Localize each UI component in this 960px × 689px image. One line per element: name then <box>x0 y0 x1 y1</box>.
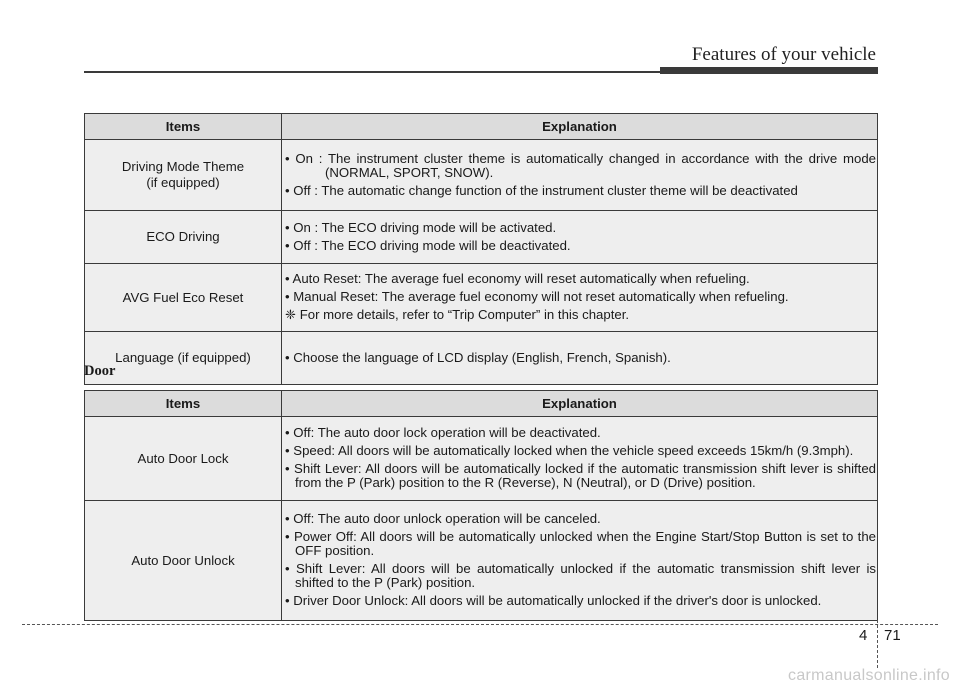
bullet-text: • Off: The auto door lock operation will be deactivated. <box>285 425 601 440</box>
bullet-text: • Choose the language of LCD display (English, French, Spanish). <box>285 349 671 365</box>
column-header-items: Items <box>85 391 282 417</box>
table-row <box>85 211 878 264</box>
explanation-cell <box>282 211 878 264</box>
column-header-explanation: Explanation <box>282 391 878 417</box>
chapter-number: 4 <box>859 627 868 644</box>
footer-dashed-rule <box>22 624 938 625</box>
bullet-text: • Off: The auto door unlock operation will be canceled. <box>285 511 601 526</box>
header-rule-thick <box>660 67 878 74</box>
explanation-cell <box>282 264 878 332</box>
page-number: 71 <box>884 627 901 644</box>
item-cell: Language (if equipped) <box>85 332 282 385</box>
column-header-items: Items <box>85 114 282 140</box>
item-label-note: (if equipped) <box>146 175 220 190</box>
table-row <box>85 332 878 385</box>
bullet-text: • Auto Reset: The average fuel economy will reset automatically when refueling. <box>285 271 750 286</box>
bullet-text: • On : The instrument cluster theme is automatically changed in accordance with the drive mode (NORMAL, SPORT, SNOW). <box>285 150 876 180</box>
column-header-explanation: Explanation <box>282 114 878 140</box>
table-row <box>85 140 878 211</box>
item-cell: Auto Door Unlock <box>85 501 282 621</box>
bullet-text: • Manual Reset: The average fuel economy will not reset automatically when refueling. <box>285 289 789 304</box>
door-table <box>84 390 878 621</box>
explanation-cell <box>282 332 878 385</box>
table-row <box>85 501 878 621</box>
bullet-text: • Off : The automatic change function of the instrument cluster theme will be deactivated <box>285 182 798 198</box>
page-number-divider <box>877 620 878 668</box>
item-cell: AVG Fuel Eco Reset <box>85 264 282 332</box>
table-row <box>85 417 878 501</box>
table-row <box>85 264 878 332</box>
page-header-title: Features of your vehicle <box>691 44 876 65</box>
header-rule-thin <box>84 71 660 73</box>
bullet-text: • On : The ECO driving mode will be activated. <box>285 219 557 235</box>
item-label: Driving Mode Theme <box>121 159 245 174</box>
note-text: ❈ For more details, refer to “Trip Computer” in this chapter. <box>285 307 630 322</box>
bullet-text: • Shift Lever: All doors will be automatically locked if the automatic transmission shift lever is shifted from the P (Park) position to the R (Reverse), N (Neutral), or D (Drive) position. <box>285 461 876 490</box>
explanation-cell <box>282 417 878 501</box>
watermark: carmanualsonline.info <box>788 667 950 684</box>
explanation-cell <box>282 501 878 621</box>
bullet-text: • Driver Door Unlock: All doors will be automatically unlocked if the driver's door is unlocked. <box>285 593 822 608</box>
bullet-text: • Shift Lever: All doors will be automatically unlocked if the automatic transmission shift lever is shifted to the P (Park) position. <box>285 561 876 590</box>
settings-table <box>84 113 878 385</box>
item-cell: ECO Driving <box>85 211 282 264</box>
item-cell: Auto Door Lock <box>85 417 282 501</box>
item-cell <box>85 140 282 211</box>
section-heading-door: Door <box>84 363 116 379</box>
explanation-cell <box>282 140 878 211</box>
bullet-text: • Speed: All doors will be automatically locked when the vehicle speed exceeds 15km/h (9.3mph). <box>285 443 854 458</box>
bullet-text: • Off : The ECO driving mode will be deactivated. <box>285 237 571 253</box>
bullet-text: • Power Off: All doors will be automatically unlocked when the Engine Start/Stop Button is set to the OFF position. <box>285 529 876 558</box>
